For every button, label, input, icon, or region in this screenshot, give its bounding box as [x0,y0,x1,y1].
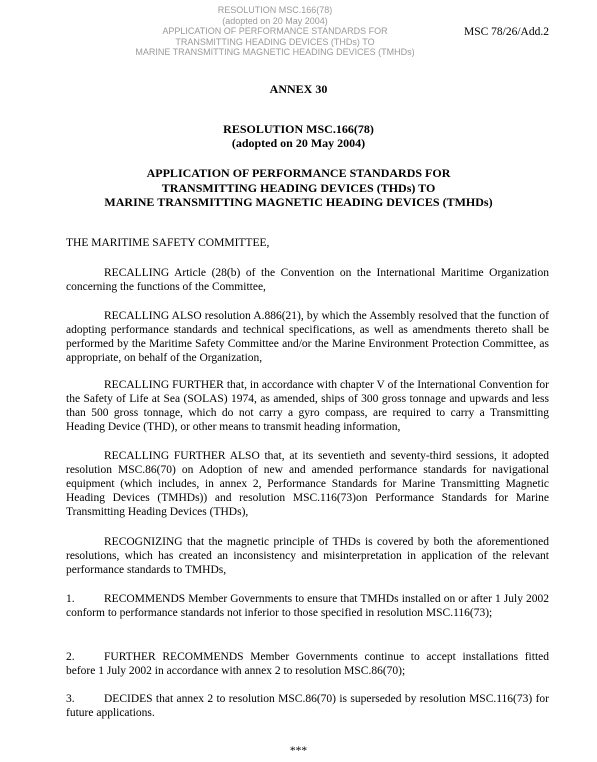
running-header-line: (adopted on 20 May 2004) [222,15,328,26]
operative-paragraph-1 [66,592,549,620]
resolution-title [0,166,597,210]
paragraph-text: DECIDES that annex 2 to resolution MSC.86(70) is superseded by resolution MSC.116(73) for future applications. [66,693,549,720]
running-header-line: RESOLUTION MSC.166(78) [217,5,333,15]
operative-paragraph-3 [66,692,549,720]
resolution-heading [0,122,597,150]
paragraph-number: 3. [66,693,75,705]
running-header-line: MARINE TRANSMITTING MAGNETIC HEADING DEVICES (TMHDs) [135,47,415,57]
end-marker: *** [289,745,308,757]
preamble-recalling-further: RECALLING FURTHER that, in accordance with chapter V of the International Convention for the Safety of Life at Sea (SOLAS) 1974, as amended, ships of 300 gross tonnage and upwards and less than 500 gross tonnage, which do not carry a gyro compass, are required to carry a Transmitting Heading Device (THD), or other means to transmit heading information, [66,379,549,434]
title-line: MARINE TRANSMITTING MAGNETIC HEADING DEVICES (TMHDs) [104,195,493,209]
running-header [130,5,420,58]
paragraph-text: RECOMMENDS Member Governments to ensure that TMHDs installed on or after 1 July 2002 conform to performance standards not inferior to those specified in resolution MSC.116(73); [66,593,549,620]
title-line: TRANSMITTING HEADING DEVICES (THDs) TO [161,180,436,195]
title-line: APPLICATION OF PERFORMANCE STANDARDS FOR [146,166,451,180]
resolution-adopted-date: (adopted on 20 May 2004) [231,136,366,150]
preamble-recognizing: RECOGNIZING that the magnetic principle of THDs is covered by both the aforementioned resolutions, which has created an inconsistency and misinterpretation in application of the relevant performance standards to TMHDs, [66,536,549,577]
running-header-line: APPLICATION OF PERFORMANCE STANDARDS FOR [162,26,388,36]
paragraph-number: 1. [66,593,75,605]
preamble-recalling-further-also: RECALLING FURTHER ALSO that, at its seventieth and seventy-third sessions, it adopted resolution MSC.86(70) on Adoption of new and amended performance standards for navigational equipment (which includes, in annex 2, Performance Standards for Marine Transmitting Magnetic Heading Devices (TMHDs)) and resolution MSC.116(73)on Performance Standards for Marine Transmitting Heading Devices (THDs), [66,450,549,519]
document-reference: MSC 78/26/Add.2 [464,26,549,38]
preamble-recalling: RECALLING Article (28(b) of the Convention on the International Maritime Organization concerning the functions of the Committee, [66,267,549,294]
preamble-recalling-also: RECALLING ALSO resolution A.886(21), by which the Assembly resolved that the function of adopting performance standards and technical specifications, as well as amendments thereto shall be performed by the Maritime Safety Committee and/or the Marine Environment Protection Committee, as appropriate, on behalf of the Organization, [66,310,549,365]
annex-heading: ANNEX 30 [269,82,328,96]
paragraph-number: 2. [66,651,75,663]
paragraph-text: FURTHER RECOMMENDS Member Governments continue to accept installations fitted before 1 July 2002 in accordance with annex 2 to resolution MSC.86(70); [66,651,549,678]
running-header-line: TRANSMITTING HEADING DEVICES (THDs) TO [175,36,375,47]
resolution-number: RESOLUTION MSC.166(78) [223,122,374,136]
operative-paragraph-2 [66,650,549,678]
committee-line: THE MARITIME SAFETY COMMITTEE, [66,237,270,249]
